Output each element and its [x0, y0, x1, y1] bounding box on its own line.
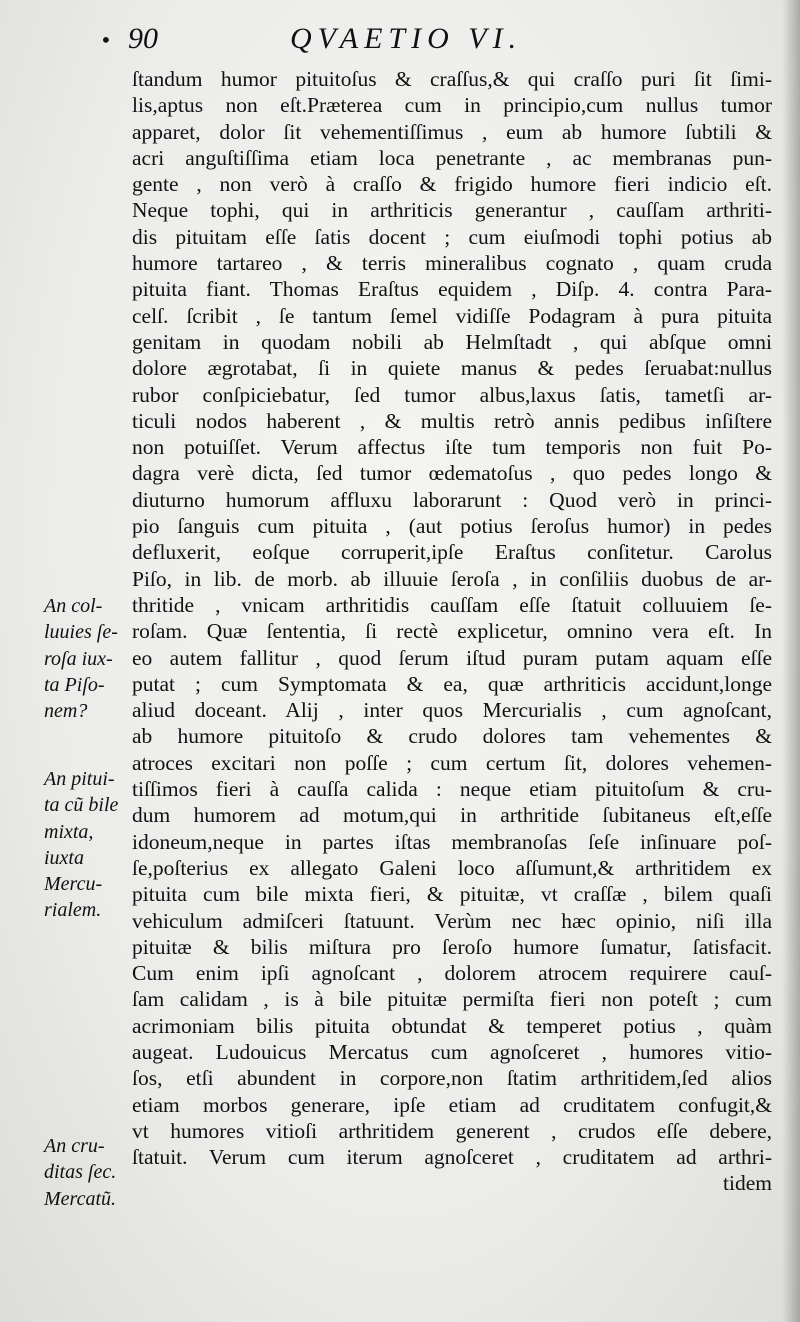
- text-line: non potuiſſet. Verum affectus iſte tum temporis non fuit Po-: [132, 435, 772, 460]
- margin-note-line: roſa iux-: [44, 647, 113, 670]
- text-line: Neque tophi, qui in arthriticis generantur , cauſſam arthriti-: [132, 198, 772, 223]
- running-title: QVAETIO VI.: [290, 22, 523, 55]
- text-line: ſe,poſterius ex allegato Galeni loco aſſumunt,& arthritidem ex: [132, 855, 772, 880]
- margin-note-line: ditas ſec.: [44, 1161, 117, 1184]
- margin-note-line: ta Piſo-: [44, 673, 105, 696]
- margin-note-line: Mercu-: [44, 873, 103, 896]
- text-line: genitam in quodam nobili ab Helmſtadt , qui abſque omni: [132, 329, 772, 354]
- margin-note-colluuies: [44, 593, 138, 724]
- page-edge-shadow: [782, 0, 800, 1322]
- text-line: apparet, dolor ſit vehementiſſimus , eum ab humore ſubtili &: [132, 119, 772, 144]
- text-line: acrimoniam bilis pituita obtundat & temperet potius , quàm: [132, 1013, 772, 1038]
- text-line: ab humore pituitoſo & crudo dolores tam vehementes &: [132, 724, 772, 749]
- text-line: dolore ægrotabat, ſi in quiete manus & pedes ſeruabat:nullus: [132, 356, 772, 381]
- text-line: dum humorem ad motum,qui in arthritide ſubitaneus eſt,eſſe: [132, 803, 772, 828]
- margin-note-line: An cru-: [44, 1135, 105, 1157]
- text-line: vt humores vitioſi arthritidem generent , crudos eſſe debere,: [132, 1118, 772, 1143]
- margin-note-line: An pitui-: [44, 768, 115, 790]
- text-line: pituita fiant. Thomas Eraſtus equidem , Diſp. 4. contra Para-: [132, 277, 772, 302]
- text-line: diuturno humorum affluxu laborarunt : Quod verò in princi-: [132, 487, 772, 512]
- margin-note-line: ta cũ bile: [44, 794, 119, 817]
- text-line: roſam. Quæ ſententia, ſi rectè explicetur, omnino vera eſt. In: [132, 619, 772, 644]
- page-header: [100, 22, 770, 66]
- text-line: idoneum,neque in partes iſtas membranoſas ſeſe inſinuare poſ-: [132, 829, 772, 854]
- text-line: thritide , vnicam arthritidis cauſſam eſſe ſtatuit colluuiem ſe-: [132, 592, 772, 617]
- text-line: ticuli nodos haberent , & multis retrò annis pedibus inſiſtere: [132, 408, 772, 433]
- text-line: augeat. Ludouicus Mercatus cum agnoſceret , humores vitio-: [132, 1039, 772, 1064]
- margin-note-cruditas: [44, 1133, 138, 1212]
- text-line: ſtatuit. Verum cum iterum agnoſceret , cruditatem ad arthri-: [132, 1145, 772, 1170]
- margin-note-line: Mercatũ.: [44, 1187, 117, 1210]
- text-line: dagra verè dicta, ſed tumor œdematoſus , quo pedes longo &: [132, 461, 772, 486]
- margin-note-line: nem?: [44, 700, 88, 723]
- margin-note-line: rialem.: [44, 899, 102, 922]
- margin-note-pituita: [44, 766, 138, 924]
- text-line: Piſo, in lib. de morb. ab illuuie ſeroſa , in conſiliis duobus de ar-: [132, 566, 772, 591]
- margin-note-line: iuxta: [44, 846, 84, 869]
- text-line: pituitæ & bilis miſtura pro ſeroſo humore ſumatur, ſatisfacit.: [132, 934, 772, 959]
- text-line: aliud doceant. Alij , inter quos Mercurialis , cum agnoſcant,: [132, 698, 772, 723]
- main-text-block: [132, 66, 772, 1197]
- text-line: eo autem fallitur , quod ſerum iſtud puram putam aquam eſſe: [132, 645, 772, 670]
- text-line: acri anguſtiſſima etiam loca penetrante , ac membranas pun-: [132, 145, 772, 170]
- margin-note-line: An col-: [44, 595, 103, 617]
- text-line: ſos, etſi abundent in corpore,non ſtatim arthritidem,ſed alios: [132, 1066, 772, 1091]
- text-line: ſam calidam , is à bile pituitæ permiſta fieri non poteſt ; cum: [132, 987, 772, 1012]
- text-line: vehiculum admiſceri ſtatuunt. Verùm nec hæc opinio, niſi illa: [132, 908, 772, 933]
- text-line: ſtandum humor pituitoſus & craſſus,& qui craſſo puri ſit ſimi-: [132, 67, 772, 91]
- text-line: humore tartareo , & terris mineralibus cognato , quam cruda: [132, 251, 772, 276]
- text-line: putat ; cum Symptomata & ea, quæ arthriticis accidunt,longe: [132, 671, 772, 696]
- text-line: defluxerit, eoſque corruperit,ipſe Eraſtus conſitetur. Carolus: [132, 540, 772, 565]
- text-line: lis,aptus non eſt.Præterea cum in principio,cum nullus tumor: [132, 93, 772, 118]
- margin-note-line: mixta,: [44, 820, 94, 843]
- text-line: atroces excitari non poſſe ; cum certum ſit, dolores vehemen-: [132, 750, 772, 775]
- header-mark: •: [100, 28, 112, 52]
- page-number: 90: [128, 22, 158, 55]
- text-line: pio ſanguis cum pituita , (aut potius ſeroſus humor) in pedes: [132, 514, 772, 539]
- text-line: tiſſimos fieri à cauſſa calida : neque etiam pituitoſum & cru-: [132, 777, 772, 802]
- catchword: tidem: [723, 1171, 772, 1196]
- margin-note-line: luuies ſe-: [44, 621, 118, 644]
- text-line: Cum enim ipſi agnoſcant , dolorem atrocem requirere cauſ-: [132, 961, 772, 986]
- text-line: dis pituitam eſſe ſatis docent ; cum eiuſmodi tophi potius ab: [132, 224, 772, 249]
- text-line: gente , non verò à craſſo & frigido humore fieri indicio eſt.: [132, 172, 772, 197]
- text-line: pituita cum bile mixta fieri, & pituitæ, vt craſſæ , bilem quaſi: [132, 882, 772, 907]
- text-line: celſ. ſcribit , ſe tantum ſemel vidiſſe Podagram à pura pituita: [132, 303, 772, 328]
- text-line: etiam morbos generare, ipſe etiam ad cruditatem confugit,&: [132, 1092, 772, 1117]
- text-line: rubor conſpiciebatur, ſed tumor albus,laxus ſatis, tametſi ar-: [132, 382, 772, 407]
